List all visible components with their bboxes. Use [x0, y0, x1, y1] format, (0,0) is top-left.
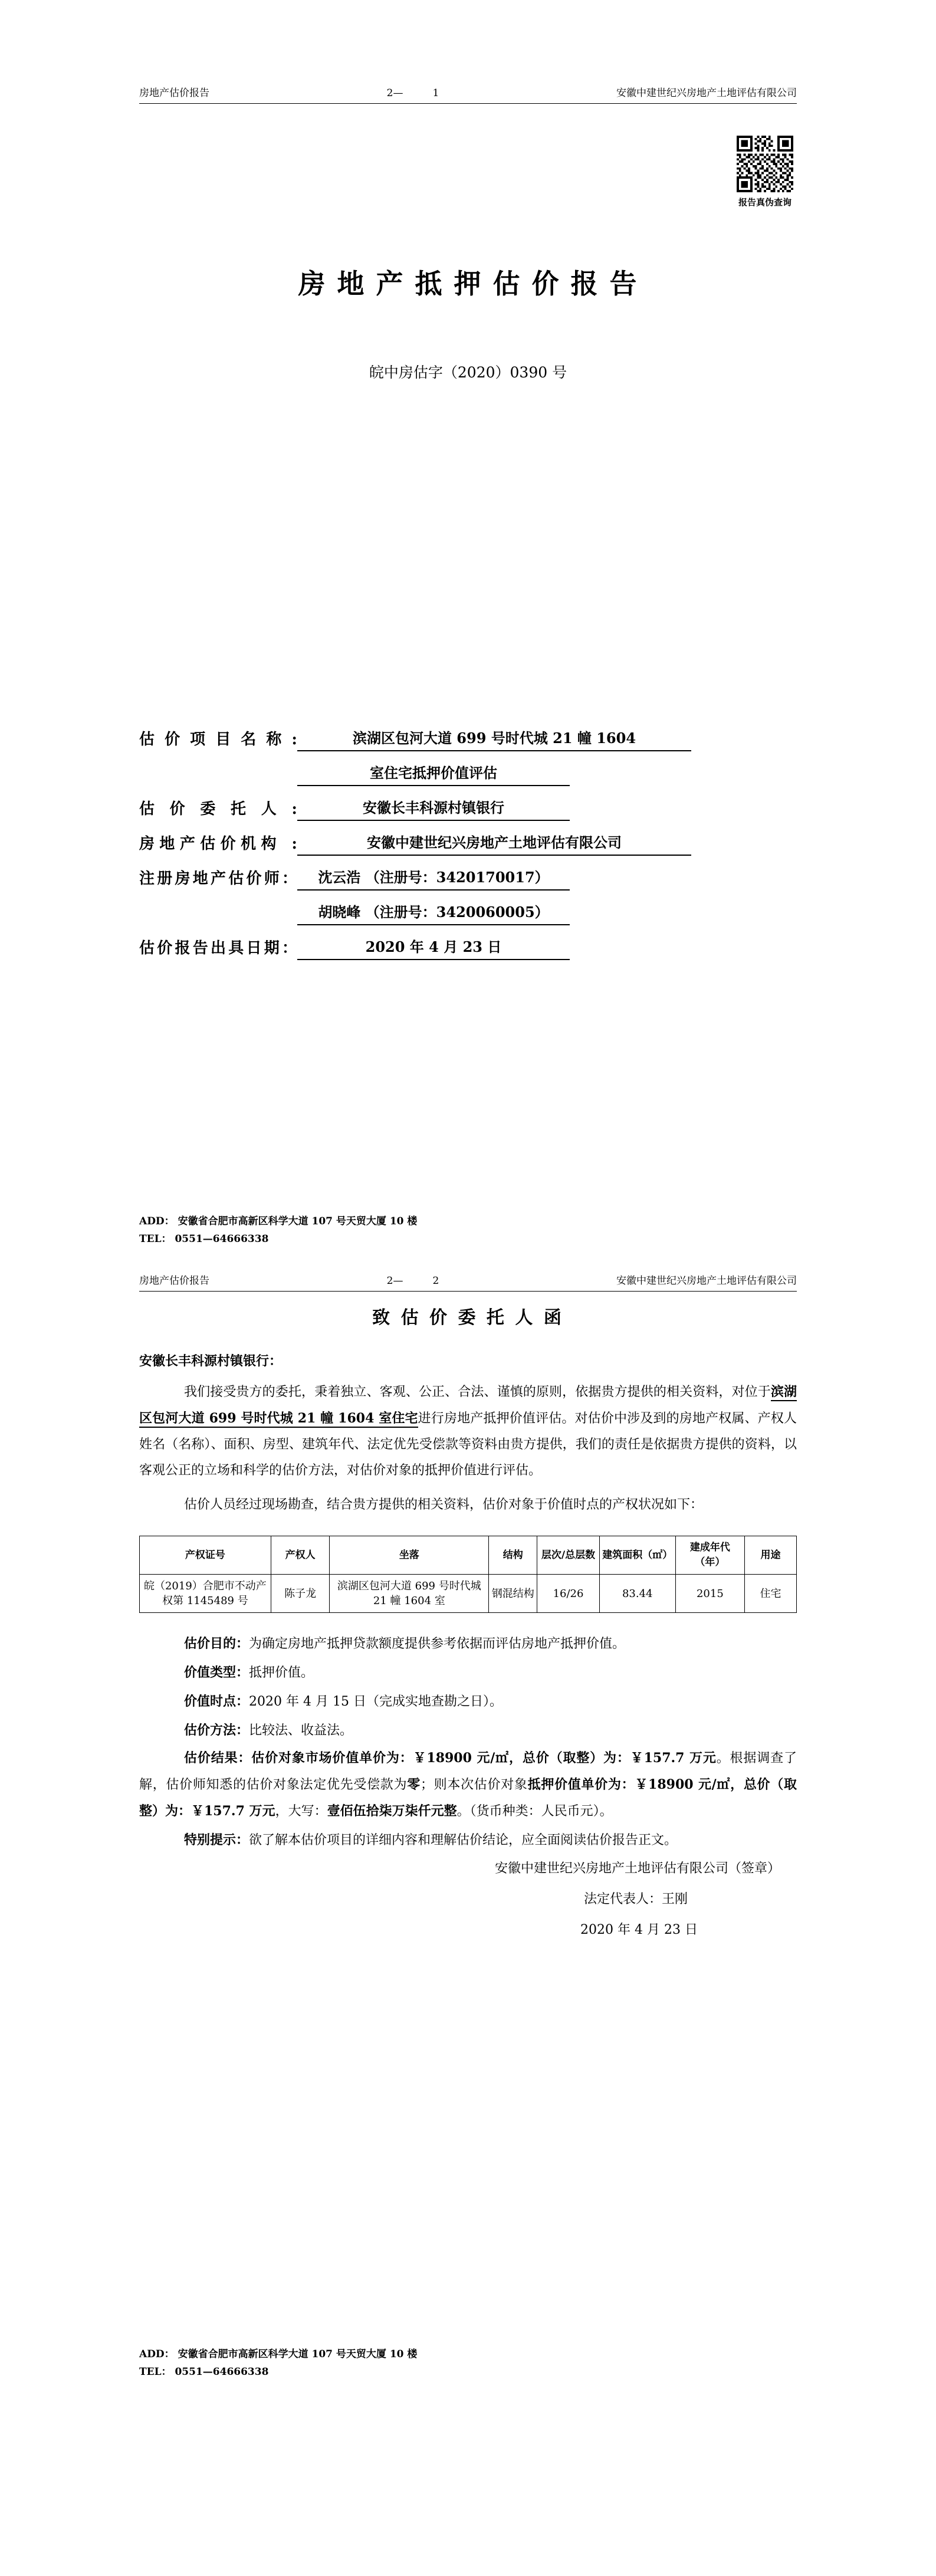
header-company-name: 安徽中建世纪兴房地产土地评估有限公司 [616, 87, 797, 99]
letter-paragraph-1 [139, 1379, 797, 1484]
signature-legal-representative: 法定代表人：王刚 [583, 1892, 688, 1907]
table-header-cell: 产权证号 [140, 1536, 271, 1575]
page-number-right: 1 [432, 87, 439, 99]
letter-salutation: 安徽长丰科源村镇银行： [139, 1353, 283, 1369]
cover-fields [139, 717, 797, 960]
page2-page-number [387, 1274, 439, 1288]
field-agency-value: 安徽中建世纪兴房地产土地评估有限公司 [297, 831, 691, 856]
header-doc-title: 房地产估价报告 [139, 1275, 209, 1287]
letter-title: 致 估 价 委 托 人 函 [372, 1307, 564, 1328]
purpose-text: 为确定房地产抵押贷款额度提供参考依据而评估房地产抵押价值。 [249, 1637, 626, 1651]
value-time-text: 2020 年 4 月 15 日（完成实地查勘之日）。 [249, 1694, 503, 1709]
value-type-text: 抵押价值。 [249, 1665, 314, 1680]
value-time-line [139, 1687, 797, 1716]
paragraph-text-segment: 进行房地产抵押价值评估。对估价中涉及到的房地产权属、产权人姓名（名称）、面积、房型、建筑年代、法定优先受偿款等资料由贵方提供，我们的责任是依据贵方提供的资料，以客观公正的立场和科学的估价方法，对估价对象的抵押价值进行评估。 [139, 1411, 797, 1478]
appraisal-purpose-line [139, 1629, 797, 1658]
field-report-date [139, 925, 797, 960]
result-paragraph [139, 1745, 797, 1825]
page1-footer [139, 1213, 797, 1248]
method-line [139, 1716, 797, 1745]
table-header-row [140, 1536, 797, 1575]
result-text-segment: 零 [407, 1777, 421, 1792]
table-header-cell: 坐落 [330, 1536, 489, 1575]
field-project-name-line2 [139, 751, 797, 786]
result-text-segment: 估价对象市场价值单价为：￥18900 元/㎡，总价（取整）为：￥157.7 万元 [251, 1750, 717, 1766]
page1-header [139, 86, 797, 104]
result-label: 估价结果： [184, 1750, 252, 1766]
field-client [139, 786, 797, 821]
table-cell-floor: 16/26 [537, 1575, 600, 1613]
field-client-label: 估 价 委 托 人 : [139, 800, 297, 818]
field-date-value: 2020 年 4 月 23 日 [297, 935, 570, 960]
appraisal-summary-list [139, 1629, 797, 1745]
qr-code-icon [737, 136, 793, 192]
signature-block [139, 1854, 797, 1946]
table-cell-location: 滨湖区包河大道 699 号时代城 21 幢 1604 室 [330, 1575, 489, 1613]
property-rights-table [139, 1536, 797, 1613]
page2-footer [139, 2345, 797, 2381]
table-header-cell: 用途 [745, 1536, 797, 1575]
footer-tel: TEL： 0551—64666338 [139, 1233, 269, 1245]
table-header-cell: 产权人 [271, 1536, 330, 1575]
header-company-name: 安徽中建世纪兴房地产土地评估有限公司 [616, 1275, 797, 1287]
field-empty-label [139, 923, 297, 925]
special-notice-paragraph [139, 1827, 797, 1854]
field-agency-label: 房地产估价机构 : [139, 835, 297, 853]
result-text-segment: 。（货币种类：人民币元）。 [456, 1804, 613, 1819]
field-appraiser1-value: 沈云浩 （注册号：3420170017） [297, 866, 570, 891]
footer-tel: TEL： 0551—64666338 [139, 2366, 269, 2378]
table-cell-certificate-no: 皖（2019）合肥市不动产权第 1145489 号 [140, 1575, 271, 1613]
table-cell-area: 83.44 [599, 1575, 675, 1613]
property-address-emphasis: 滨湖区包河大道 699 号时代城 21 幢 1604 室住宅 [139, 1384, 797, 1428]
table-header-cell: 建成年代（年） [675, 1536, 744, 1575]
field-date-label: 估价报告出具日期： [139, 939, 297, 957]
field-empty-label [139, 784, 297, 786]
field-project-label: 估 价 项 目 名 称 : [139, 731, 297, 748]
result-text-segment: 壹佰伍拾柒万柒仟元整 [327, 1803, 457, 1819]
value-time-label: 价值时点： [184, 1694, 249, 1709]
page1-page-number [387, 86, 439, 100]
table-cell-structure: 钢混结构 [489, 1575, 537, 1613]
field-project-value-line1: 滨湖区包河大道 699 号时代城 21 幢 1604 [297, 727, 691, 751]
result-text-segment: ，大写： [275, 1804, 327, 1819]
table-cell-year: 2015 [675, 1575, 744, 1613]
value-type-line [139, 1658, 797, 1687]
field-appraiser-2 [139, 891, 797, 925]
notice-label: 特别提示： [184, 1832, 249, 1848]
qr-block [735, 136, 794, 208]
footer-address: ADD： 安徽省合肥市高新区科学大道 107 号天贸大厦 10 楼 [139, 1215, 418, 1227]
method-text: 比较法、收益法。 [249, 1723, 353, 1738]
table-row [140, 1575, 797, 1613]
field-appraiser-1 [139, 856, 797, 891]
field-project-name-line1 [139, 717, 797, 751]
result-text-segment: ；则本次估价对象 [420, 1777, 528, 1792]
signature-company: 安徽中建世纪兴房地产土地评估有限公司（签章） [494, 1861, 780, 1876]
signature-date: 2020 年 4 月 23 日 [580, 1923, 698, 1937]
qr-caption: 报告真伪查询 [738, 197, 792, 208]
page-number-left: 2— [386, 1275, 403, 1287]
field-project-value-line2: 室住宅抵押价值评估 [297, 761, 570, 786]
table-header-cell: 层次/总层数 [537, 1536, 600, 1575]
result-text-segment: 抵押价值单价为：￥18900 元/㎡，总价（取整）为：￥157.7 万元 [139, 1777, 797, 1819]
document-content [0, 86, 936, 2381]
field-appraiser2-value: 胡晓峰 （注册号：3420060005） [297, 901, 570, 925]
notice-text: 欲了解本估价项目的详细内容和理解估价结论，应全面阅读估价报告正文。 [249, 1833, 678, 1848]
paragraph-text-segment: 我们接受贵方的委托，秉着独立、客观、公正、合法、谨慎的原则，依据贵方提供的相关资料，对位于 [184, 1385, 771, 1399]
header-doc-title: 房地产估价报告 [139, 87, 209, 99]
table-cell-owner: 陈子龙 [271, 1575, 330, 1613]
table-cell-usage: 住宅 [745, 1575, 797, 1613]
page-number-right: 2 [432, 1275, 439, 1287]
field-client-value: 安徽长丰科源村镇银行 [297, 796, 570, 821]
report-number: 皖中房估字（2020）0390 号 [369, 364, 567, 381]
field-appraisers-label: 注册房地产估价师： [139, 870, 297, 888]
purpose-label: 估价目的： [184, 1636, 249, 1651]
page2-header [139, 1274, 797, 1292]
page-number-left: 2— [386, 87, 403, 99]
table-header-cell: 结构 [489, 1536, 537, 1575]
method-label: 估价方法： [184, 1723, 249, 1738]
result-text-segment: 。根据调查了解，估价师知悉的估价对象法定优先受偿款为 [139, 1751, 797, 1792]
report-title: 房 地 产 抵 押 估 价 报 告 [298, 268, 638, 300]
value-type-label: 价值类型： [184, 1665, 249, 1680]
field-agency [139, 821, 797, 856]
letter-paragraph-2: 估价人员经过现场勘查，结合贵方提供的相关资料，估价对象于价值时点的产权状况如下： [184, 1497, 704, 1512]
table-header-cell: 建筑面积（㎡） [599, 1536, 675, 1575]
footer-address: ADD： 安徽省合肥市高新区科学大道 107 号天贸大厦 10 楼 [139, 2348, 418, 2360]
